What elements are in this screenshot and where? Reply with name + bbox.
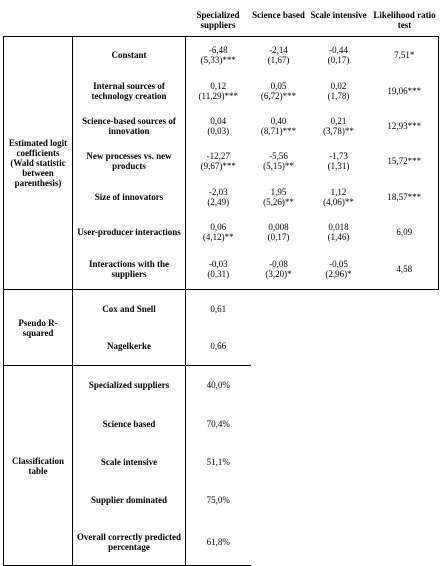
cell-value: -12,27 (9,67)*** bbox=[186, 144, 251, 179]
cell-value: 0,02 (1,78) bbox=[327, 81, 350, 102]
cell-value: 1,95 (5,26)** bbox=[263, 186, 294, 207]
header-science-based: Science based bbox=[252, 10, 305, 20]
cell-value: 0,06 (4,12)** bbox=[186, 214, 251, 249]
row-name: Internal sources of technology creation bbox=[91, 81, 167, 102]
empty-cell bbox=[251, 366, 439, 405]
lr-value: 19,06*** bbox=[371, 74, 439, 109]
cell-value: -0,03 (0,31) bbox=[186, 249, 251, 289]
cell-value: 0,66 bbox=[186, 328, 251, 366]
cell-value: 75,0% bbox=[186, 481, 251, 519]
row-name: Cox and Snell bbox=[102, 303, 156, 314]
cell-value: 0,61 bbox=[186, 290, 251, 328]
row-name: Science-based sources of innovation bbox=[82, 116, 176, 137]
header-likelihood-ratio: Likelihood ratio test bbox=[373, 10, 436, 30]
cell-value: -0,08 (3,20)* bbox=[251, 249, 307, 289]
lr-value: 18,57*** bbox=[371, 179, 439, 214]
header-scale-intensive: Scale intensive bbox=[310, 10, 367, 20]
cell-value: -2,03 (2,49) bbox=[186, 179, 251, 214]
row-name: Scale intensive bbox=[100, 456, 158, 467]
lr-value: 7,51* bbox=[371, 37, 439, 74]
row-name: Specialized suppliers bbox=[88, 380, 170, 391]
cell-value: -5,56 (5,15)** bbox=[263, 151, 294, 172]
cell-value: 0,018 (1,46) bbox=[327, 221, 350, 242]
lr-value: 15,72*** bbox=[371, 144, 439, 179]
empty-cell bbox=[251, 405, 439, 443]
table-row bbox=[4, 37, 439, 74]
row-name: Interactions with the suppliers bbox=[73, 249, 186, 289]
section-label-logit: Estimated logit coefficients (Wald statistic between parenthesis) bbox=[4, 37, 73, 290]
header-blank-2 bbox=[73, 9, 186, 37]
row-name: Overall correctly predicted percentage bbox=[73, 519, 186, 566]
cell-value: 0,40 (8,71)*** bbox=[260, 116, 297, 137]
lr-value: 4,58 bbox=[371, 249, 439, 289]
row-name: Size of innovators bbox=[94, 191, 164, 202]
row-name: Nagelkerke bbox=[73, 328, 186, 366]
empty-cell bbox=[251, 290, 439, 328]
cell-value: 0,008 (0,17) bbox=[267, 221, 290, 242]
empty-cell bbox=[251, 481, 439, 519]
table-row bbox=[4, 290, 439, 328]
row-name: Constant bbox=[73, 37, 186, 74]
cell-value: -1,73 (1,31) bbox=[327, 151, 350, 172]
section-label-classification: Classification table bbox=[4, 366, 73, 566]
cell-value: -2,14 (1,67) bbox=[251, 37, 307, 74]
cell-value: -0,05 (2,96)* bbox=[307, 249, 371, 289]
header-blank bbox=[4, 9, 73, 37]
empty-cell bbox=[251, 519, 439, 566]
cell-value: 61,8% bbox=[186, 519, 251, 566]
header-specialized-suppliers: Specialized suppliers bbox=[196, 10, 240, 30]
logit-results-table bbox=[3, 9, 439, 566]
cell-value: 0,05 (6,72)*** bbox=[260, 81, 297, 102]
lr-value: 6,09 bbox=[371, 214, 439, 249]
row-name: New processes vs. new products bbox=[86, 151, 172, 172]
empty-cell bbox=[251, 328, 439, 366]
cell-value: -0,44 (0,17) bbox=[307, 37, 371, 74]
row-name: Science based bbox=[102, 418, 156, 429]
row-name: Supplier dominated bbox=[90, 494, 168, 505]
row-name: User-producer interactions bbox=[77, 226, 181, 237]
cell-value: 51,1% bbox=[186, 443, 251, 481]
cell-value: 0,12 (11,29)*** bbox=[186, 74, 251, 109]
table-row bbox=[4, 366, 439, 405]
cell-value: 0,04 (0,03) bbox=[186, 109, 251, 144]
empty-cell bbox=[251, 443, 439, 481]
cell-value: 40,0% bbox=[186, 366, 251, 405]
section-label-pseudo-r2: Pseudo R-squared bbox=[4, 290, 73, 366]
lr-value: 12,93*** bbox=[371, 109, 439, 144]
header-row bbox=[4, 9, 439, 37]
cell-value: -6,48 (5,33)*** bbox=[186, 37, 251, 74]
cell-value: 70,4% bbox=[186, 405, 251, 443]
cell-value: 1,12 (4,06)** bbox=[323, 186, 354, 207]
cell-value: 0,21 (3,78)** bbox=[323, 116, 354, 137]
